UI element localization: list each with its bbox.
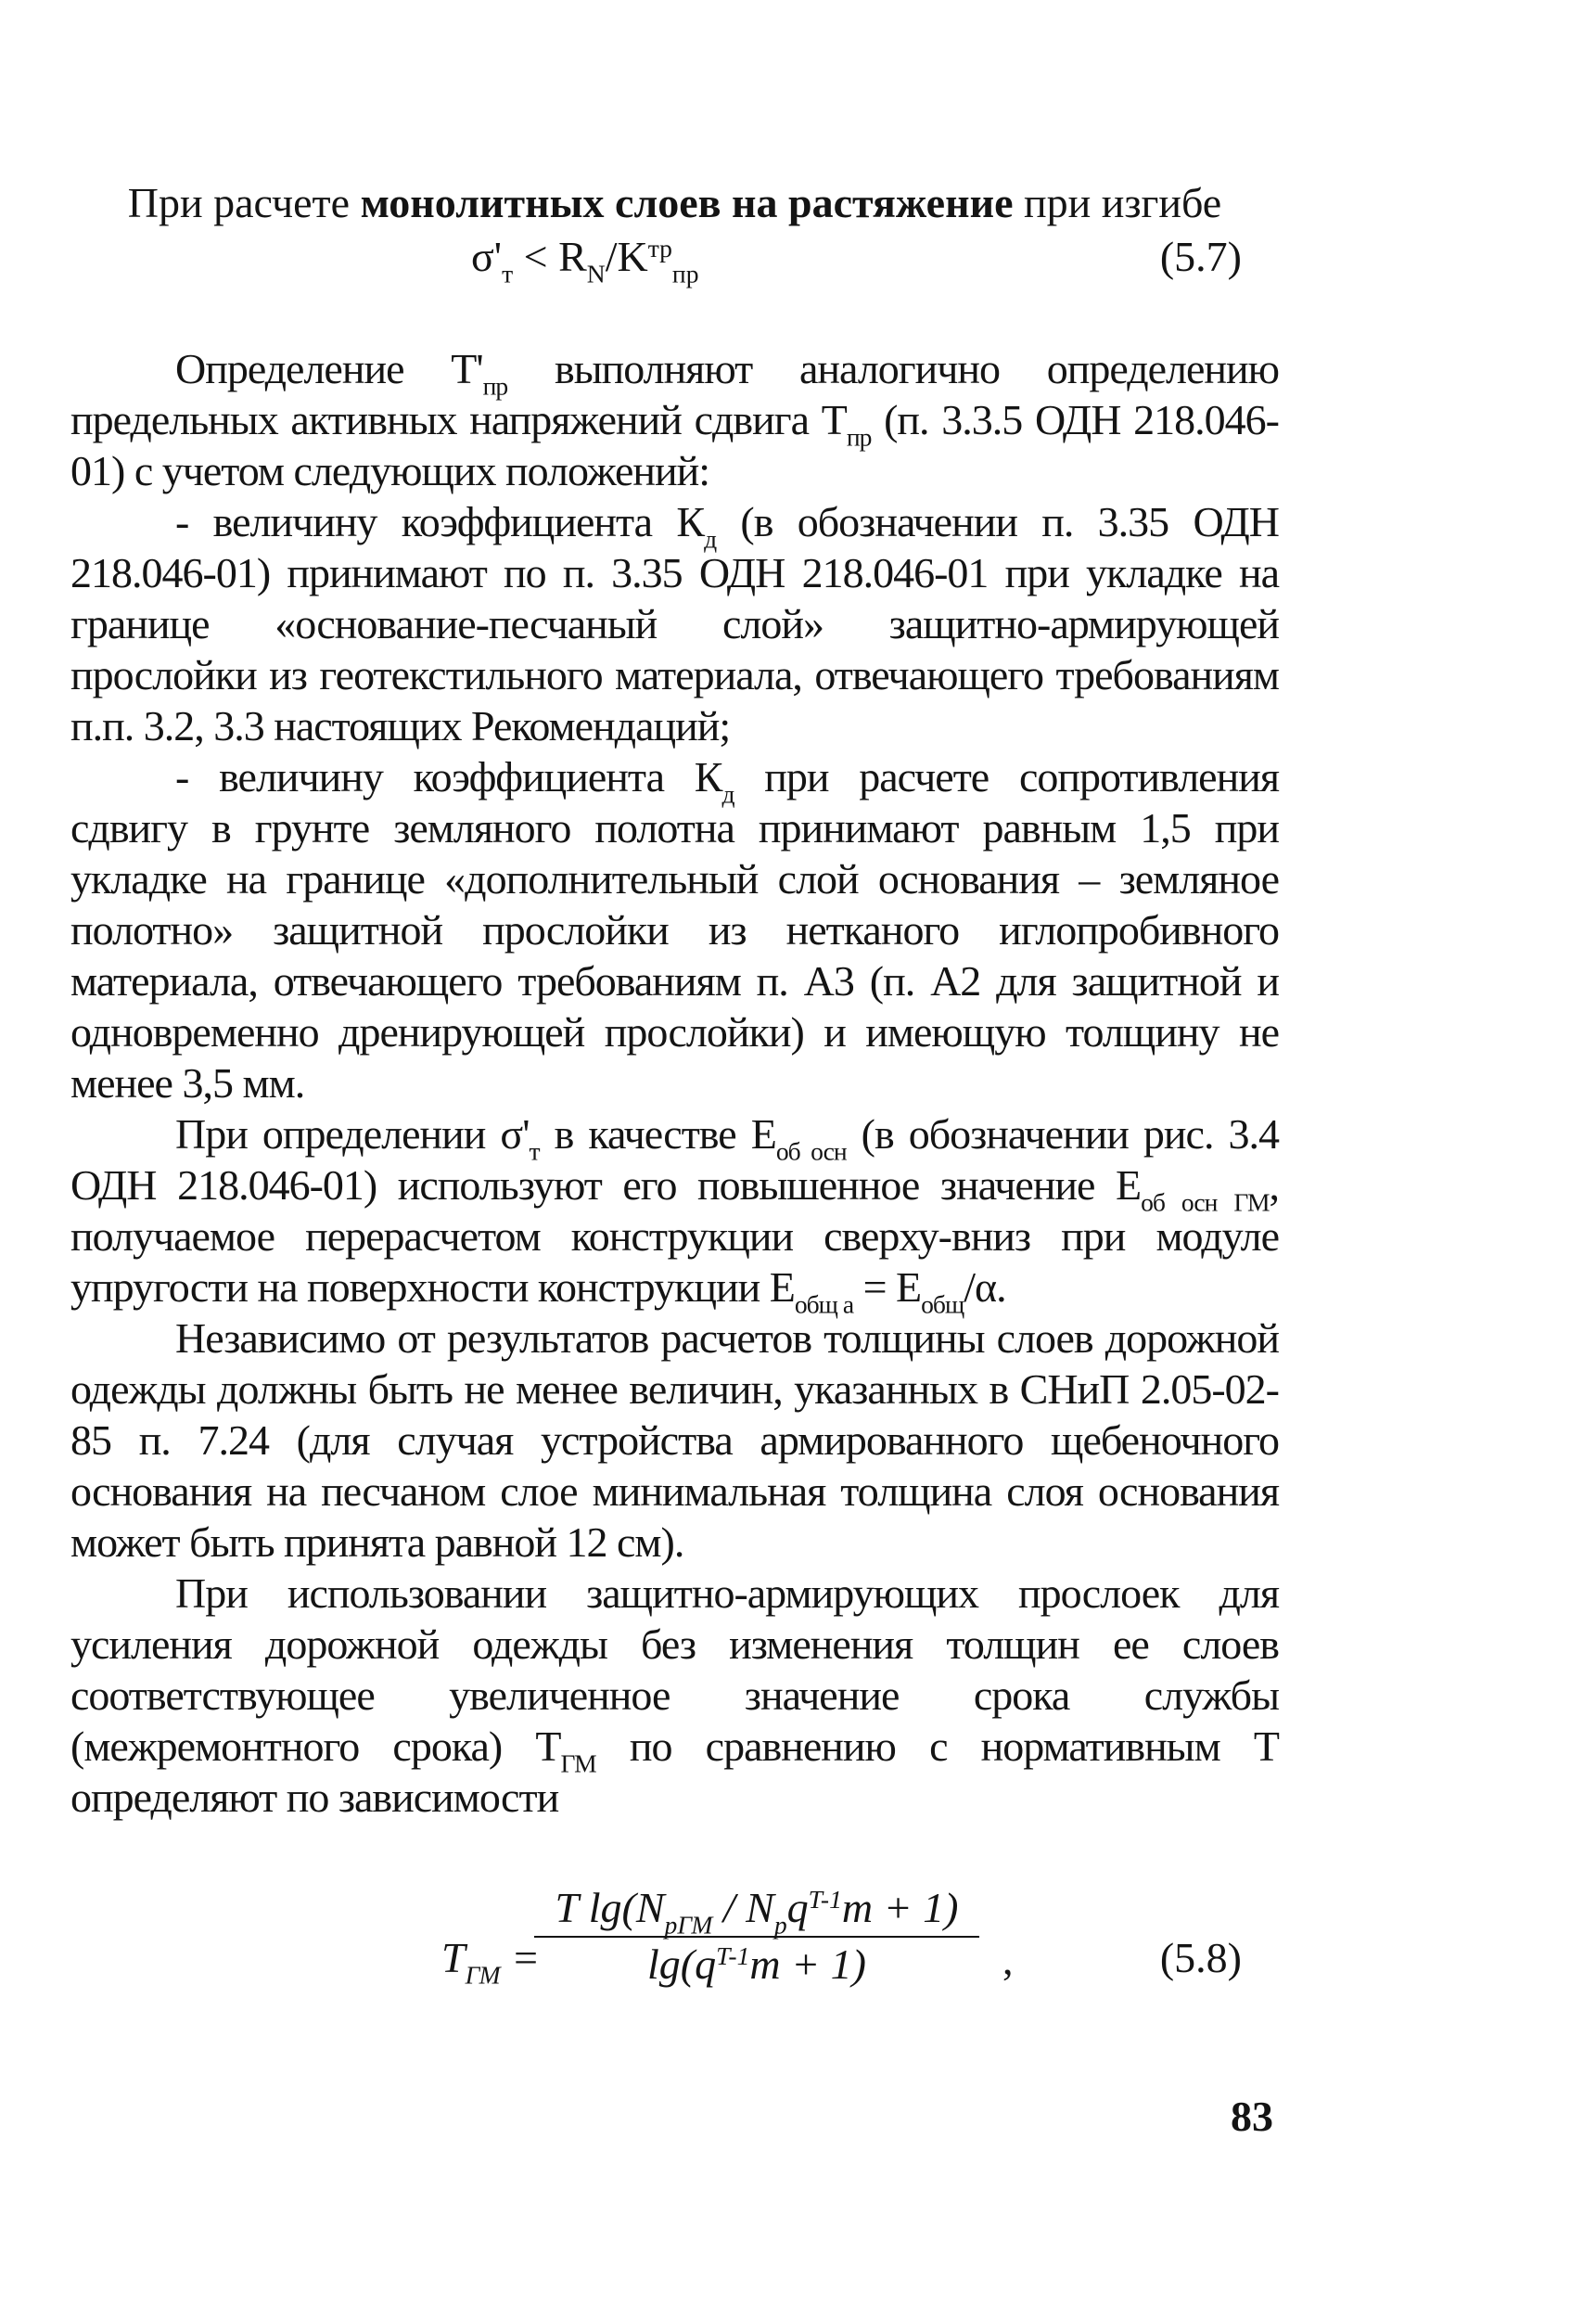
p3-text-a: - величину коэффициента К xyxy=(175,753,722,800)
p4-text-e: = Е xyxy=(853,1263,922,1311)
paragraph-6 xyxy=(70,1568,1279,1823)
num-b-sub: p xyxy=(773,1910,787,1940)
p4-sub-e: общ xyxy=(921,1289,964,1319)
formula-5-8-lhs xyxy=(441,1933,541,1990)
p4-text-d: , получаемое перерасчетом конструкции сверху-вниз при модуле упругости на поверхности конструкции Е xyxy=(70,1161,1279,1311)
p3-text-b: при расчете сопротивления сдвигу в грунте земляного полотна принимают равным 1,5 при укладке на границе «дополнительный слой основания – земляное полотно» защитной прослойки из нетканого иглопробивного материала, отвечающего требованиям п. А3 (п. А2 для защитной и одновременно дренирующей прослойки) и имеющую толщину не менее 3,5 мм. xyxy=(70,753,1279,1107)
formula-r-sub: N xyxy=(586,259,606,288)
paragraph-1 xyxy=(70,343,1279,496)
formula-equals: = xyxy=(500,1934,541,1981)
den-b: m + 1) xyxy=(749,1940,866,1988)
paragraph-5 xyxy=(70,1313,1279,1568)
formula-5-7-number: (5.7) xyxy=(1159,233,1242,280)
formula-5-8-comma: , xyxy=(1002,1936,1014,1983)
body-text-upper xyxy=(70,343,1279,1823)
formula-5-7-expression xyxy=(471,232,699,288)
formula-slash-k: /K xyxy=(605,233,648,280)
p4-text-b: в качестве Е xyxy=(539,1110,776,1158)
paragraph-2 xyxy=(70,496,1279,751)
p4-text-f: /α. xyxy=(964,1263,1006,1311)
formula-5-7 xyxy=(70,232,1279,288)
num-c-sup: T-1 xyxy=(808,1884,842,1914)
p2-sub-a: д xyxy=(704,524,717,554)
p6-text-b: по сравнению с нормативным Т определяют по зависимости xyxy=(70,1722,1279,1821)
formula-5-8-number: (5.8) xyxy=(1159,1934,1242,1981)
formula-t: T xyxy=(441,1934,466,1981)
heading-bold-1: монолитных слоев xyxy=(360,179,721,226)
formula-sigma: σ' xyxy=(471,233,503,280)
paragraph-3 xyxy=(70,751,1279,1108)
p3-sub-a: д xyxy=(721,779,734,809)
p6-text-a: При использовании защитно-армирующих прослоек для усиления дорожной одежды без изменения толщин ее слоев соответствующее увеличенное значение срока службы (межремонтного срока) Т xyxy=(70,1569,1279,1770)
formula-5-8 xyxy=(70,1883,1279,2031)
section-heading xyxy=(70,178,1279,227)
p1-text-c: (п. 3.3.5 ОДН 218.046-01) с учетом следующих положений: xyxy=(70,396,1279,494)
p4-sub-b: об осн xyxy=(775,1136,847,1166)
den-a-sup: T-1 xyxy=(716,1940,750,1970)
heading-lead: При расчете xyxy=(127,179,351,226)
p1-text-b: выполняют аналогично определению предельных активных напряжений сдвига Т xyxy=(70,345,1279,443)
p2-text-b: (в обозначении п. 3.35 ОДН 218.046-01) принимают по п. 3.35 ОДН 218.046-01 при укладке на границе «основание-песчаный слой» защитно-армирующей прослойки из геотекстильного материала, отвечающего требованиям п.п. 3.2, 3.3 настоящих Рекомендаций; xyxy=(70,498,1279,749)
num-d: m + 1) xyxy=(841,1884,959,1931)
formula-5-8-fraction xyxy=(534,1883,979,1989)
p5-text: Независимо от результатов расчетов толщины слоев дорожной одежды должны быть не менее величин, указанных в СНиП 2.05-02-85 п. 7.24 (для случая устройства армированного щебеночного основания на песчаном слое минимальная толщина слоя основания может быть принята равной 12 см). xyxy=(70,1314,1279,1566)
p4-sub-c: об осн ГМ xyxy=(1141,1187,1270,1217)
formula-lt-r: < R xyxy=(513,233,587,280)
heading-bold-on: на xyxy=(732,179,778,226)
p4-sub-a: т xyxy=(529,1136,540,1166)
p1-sub-a: пр xyxy=(482,371,508,401)
p2-text-a: - величину коэффициента К xyxy=(175,498,705,545)
formula-k-sup: тр xyxy=(647,233,672,263)
num-b: / N xyxy=(712,1884,774,1931)
formula-k-sub: пр xyxy=(671,259,699,288)
num-c: q xyxy=(786,1884,809,1931)
formula-t-sub: ГМ xyxy=(465,1960,501,1990)
p4-text-c: (в обозначении рис. 3.4 ОДН 218.046-01) используют его повышенное значение Е xyxy=(70,1110,1279,1209)
fraction-numerator xyxy=(534,1883,979,1938)
num-a: T lg(N xyxy=(555,1884,665,1931)
paragraph-4 xyxy=(70,1108,1279,1319)
fraction-denominator xyxy=(534,1938,979,1989)
formula-sigma-sub: т xyxy=(502,259,514,288)
num-a-sub: pГМ xyxy=(664,1910,713,1940)
den-a: lg(q xyxy=(647,1940,717,1988)
p1-text-a: Определение Т' xyxy=(175,345,483,392)
p6-sub-a: ГМ xyxy=(560,1748,596,1778)
page-number: 83 xyxy=(1231,2093,1273,2140)
p4-text-a: При определении σ' xyxy=(175,1110,530,1158)
heading-bold-2: растяжение xyxy=(788,179,1014,226)
p1-sub-b: пр xyxy=(846,422,872,452)
heading-tail: при изгибе xyxy=(1024,179,1222,226)
p4-sub-d: общ а xyxy=(794,1289,854,1319)
